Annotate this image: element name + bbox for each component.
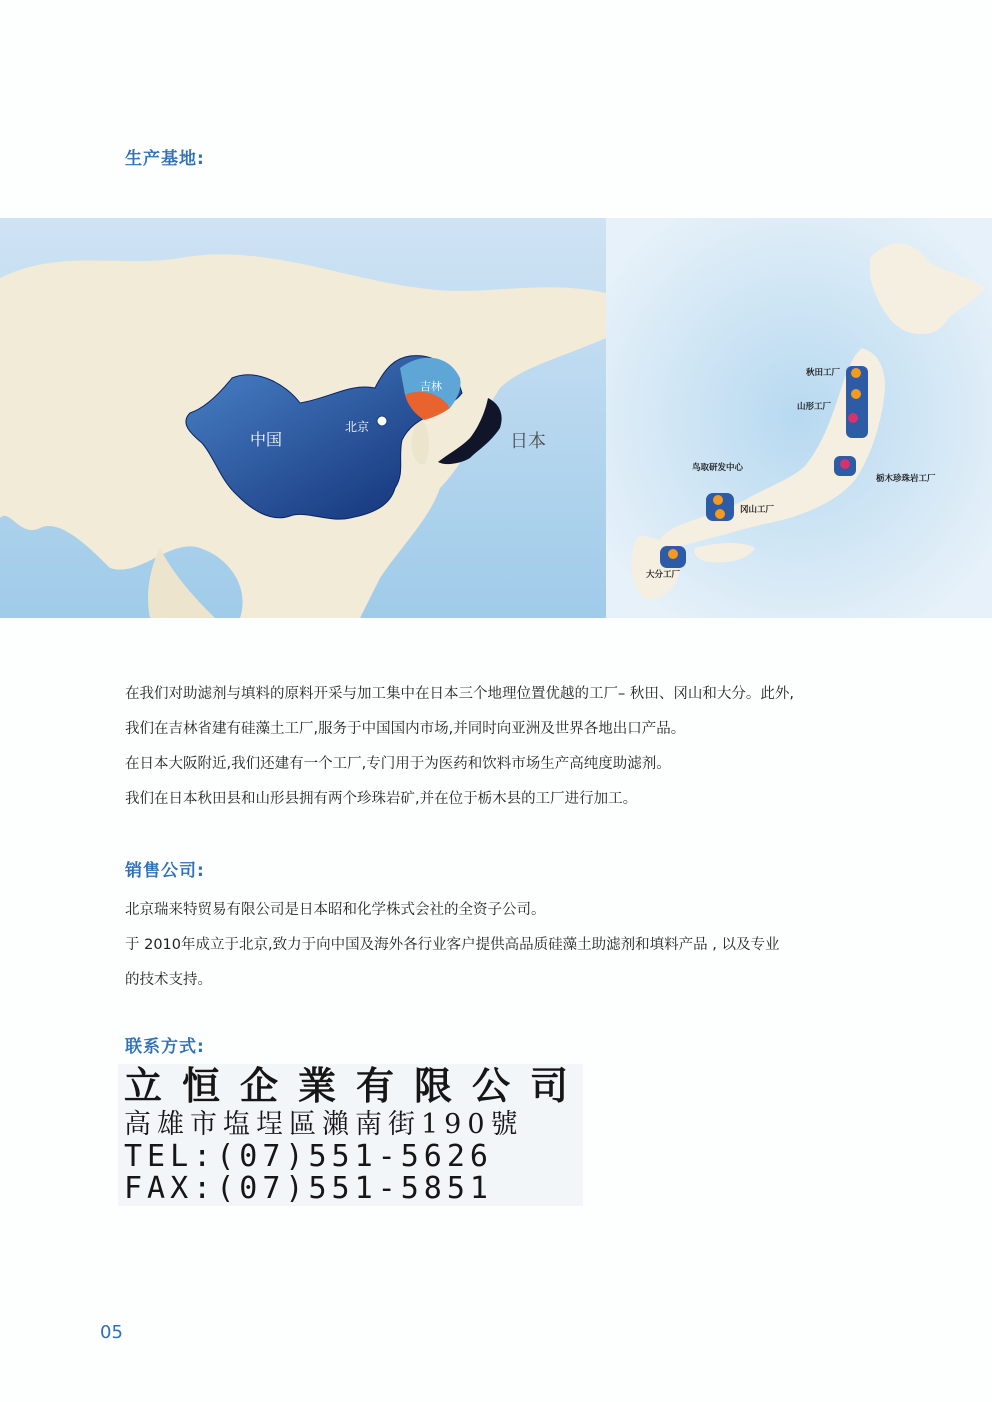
akita-dot-2: [851, 389, 861, 399]
label-jilin: 吉林: [420, 380, 442, 393]
yamagata-dot: [848, 413, 858, 423]
stamp-fax: FAX:(07)551-5851: [124, 1171, 493, 1206]
heading-production-base: 生产基地:: [125, 149, 205, 169]
label-oita: 大分工厂: [646, 570, 681, 580]
label-japan: 日本: [510, 431, 546, 452]
okayama-dot: [715, 509, 725, 519]
tochigi-dot: [840, 459, 850, 469]
company-stamp: [118, 1063, 589, 1206]
sales-description: [125, 893, 895, 998]
label-tochigi: 栃木珍珠岩工厂: [876, 474, 936, 484]
stamp-address: 高雄市塩埕區瀨南街190號: [124, 1109, 524, 1140]
label-okayama: 冈山工厂: [740, 505, 775, 515]
heading-contact: 联系方式:: [125, 1037, 205, 1057]
stamp-telephone: TEL:(07)551-5626: [124, 1139, 493, 1174]
map-band: [0, 218, 992, 618]
sales-line-2: 于 2010年成立于北京,致力于向中国及海外各行业客户提供高品质硅藻土助滤剂和填料产品 , 以及专业: [125, 937, 780, 953]
tottori-dot: [713, 495, 723, 505]
sales-line-1: 北京瑞来特贸易有限公司是日本昭和化学株式会社的全资子公司。: [125, 902, 546, 918]
production-line-2: 我们在吉林省建有硅藻土工厂,服务于中国国内市场,并同时向亚洲及世界各地出口产品。: [125, 721, 686, 737]
akita-dot: [851, 368, 861, 378]
label-yamagata: 山形工厂: [797, 402, 832, 412]
oita-dot: [668, 549, 678, 559]
label-akita: 秋田工厂: [806, 368, 841, 378]
stamp-company-name: 立恒企業有限公司: [124, 1063, 589, 1108]
heading-sales-company: 销售公司:: [125, 861, 205, 881]
label-tottori: 鸟取研发中心: [692, 463, 744, 473]
sales-line-3: 的技术支持。: [125, 972, 212, 988]
production-description: [125, 677, 895, 817]
page-number: 05: [100, 1322, 123, 1343]
production-line-1: 在我们对助滤剂与填料的原料开采与加工集中在日本三个地理位置优越的工厂– 秋田、冈山和大分。此外,: [125, 686, 794, 702]
production-line-4: 我们在日本秋田县和山形县拥有两个珍珠岩矿,并在位于栃木县的工厂进行加工。: [125, 791, 638, 807]
production-line-3: 在日本大阪附近,我们还建有一个工厂,专门用于为医药和饮料市场生产高纯度助滤剂。: [125, 756, 671, 772]
label-beijing: 北京: [345, 420, 370, 434]
label-china: 中国: [250, 430, 283, 449]
beijing-dot: [377, 416, 387, 426]
